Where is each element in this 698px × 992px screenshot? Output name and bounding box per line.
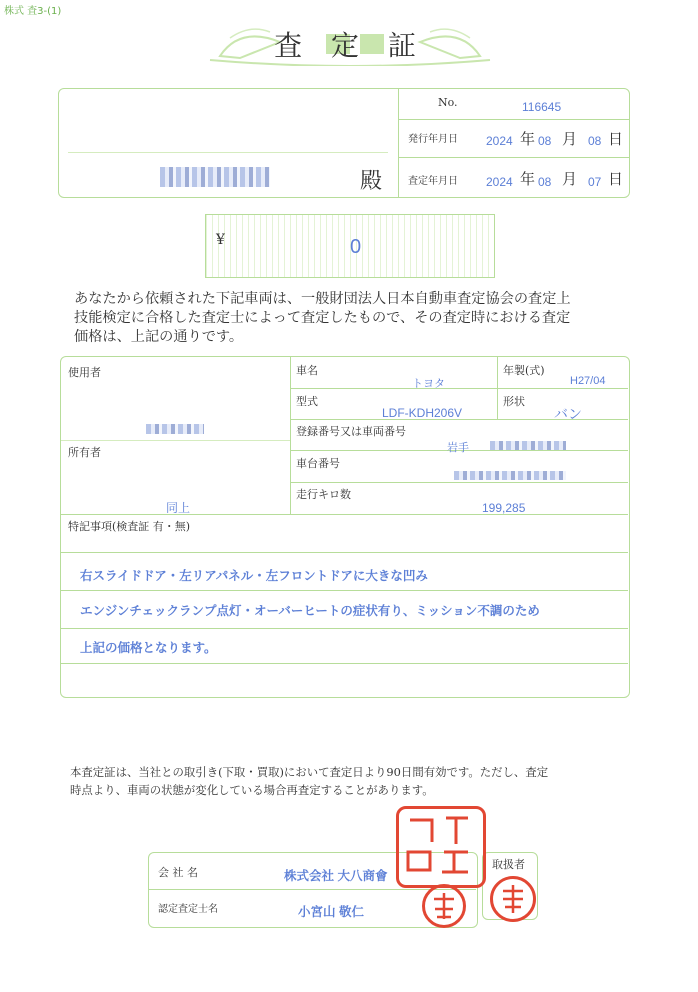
assessor-label: 認定査定士名 (158, 904, 218, 915)
mileage-label: 走行キロ数 (296, 488, 351, 501)
issue-day: 08 (588, 134, 602, 148)
issue-date-label: 発行年月日 (408, 134, 458, 145)
company-seal-stamp (396, 806, 486, 888)
model-value: LDF-KDH206V (382, 406, 463, 420)
assess-year: 2024 (486, 175, 513, 189)
issue-nichi: 日 (608, 130, 624, 148)
year-value: H27/04 (570, 375, 606, 387)
car-name-label: 車名 (296, 364, 318, 377)
statement-line-2: 技能検定に合格した査定士によって査定したもので、その査定時における査定 (74, 310, 571, 326)
issue-nen: 年 (520, 130, 536, 148)
page-title: 査 定 証 (274, 29, 426, 62)
validity-line-2: 時点より、車両の状態が変化している場合再査定することがあります。 (70, 783, 434, 797)
statement-line-3: 価格は、上記の通りです。 (74, 329, 244, 345)
registration-number-redacted (490, 441, 566, 450)
no-value: 116645 (522, 100, 562, 114)
registration-label: 登録番号又は車両番号 (296, 425, 406, 438)
yen-symbol: ¥ (216, 232, 225, 248)
recipient-suffix: 殿 (360, 169, 383, 194)
assess-date-label: 査定年月日 (408, 176, 458, 187)
handler-label: 取扱者 (492, 858, 525, 871)
company-label: 会 社 名 (158, 866, 198, 879)
assess-nen: 年 (520, 170, 536, 188)
year-label: 年製(式) (503, 364, 545, 377)
assess-tsuki: 月 (562, 170, 578, 188)
issue-year: 2024 (486, 134, 513, 148)
issue-month: 08 (538, 134, 552, 148)
owner-label: 所有者 (68, 446, 101, 459)
chassis-number-redacted (454, 471, 566, 480)
user-label: 使用者 (68, 366, 101, 379)
statement-line-1: あなたから依頼された下記車両は、一般財団法人日本自動車査定協会の査定上 (74, 291, 571, 307)
remarks-line-3: 上記の価格となります。 (80, 641, 217, 655)
user-redacted (146, 424, 204, 434)
price-amount: 0 (350, 236, 362, 258)
validity-line-1: 本査定証は、当社との取引き(下取・買取)において査定日より90日間有効です。ただし、査定 (70, 765, 549, 779)
issue-tsuki: 月 (562, 130, 578, 148)
chassis-label: 車台番号 (296, 457, 340, 470)
remarks-line-2: エンジンチェックランプ点灯・オーバーヒートの症状有り、ミッション不調のため (80, 604, 540, 618)
mileage-value: 199,285 (482, 501, 526, 515)
no-label: No. (438, 96, 458, 109)
recipient-name-redacted (160, 167, 270, 187)
assess-day: 07 (588, 175, 602, 189)
form-code: 株式 査3-(1) (4, 6, 62, 17)
remarks-label: 特記事項(検査証 有・無) (68, 520, 191, 533)
remarks-line-1: 右スライドドア・左リアパネル・左フロントドアに大きな凹み (80, 569, 428, 583)
model-label: 型式 (296, 395, 318, 408)
owner-value: 同上 (166, 501, 191, 515)
handler-seal-stamp (490, 876, 536, 922)
car-name-value: トヨタ (412, 378, 445, 390)
shape-label: 形状 (503, 395, 525, 408)
registration-value: 岩手 (447, 442, 469, 454)
assessor-value: 小宮山 敬仁 (298, 905, 364, 919)
assess-month: 08 (538, 175, 552, 189)
shape-value: バン (554, 406, 582, 422)
assessor-seal-stamp (422, 884, 466, 928)
company-value: 株式会社 大八商會 (284, 869, 388, 883)
assess-nichi: 日 (608, 170, 624, 188)
